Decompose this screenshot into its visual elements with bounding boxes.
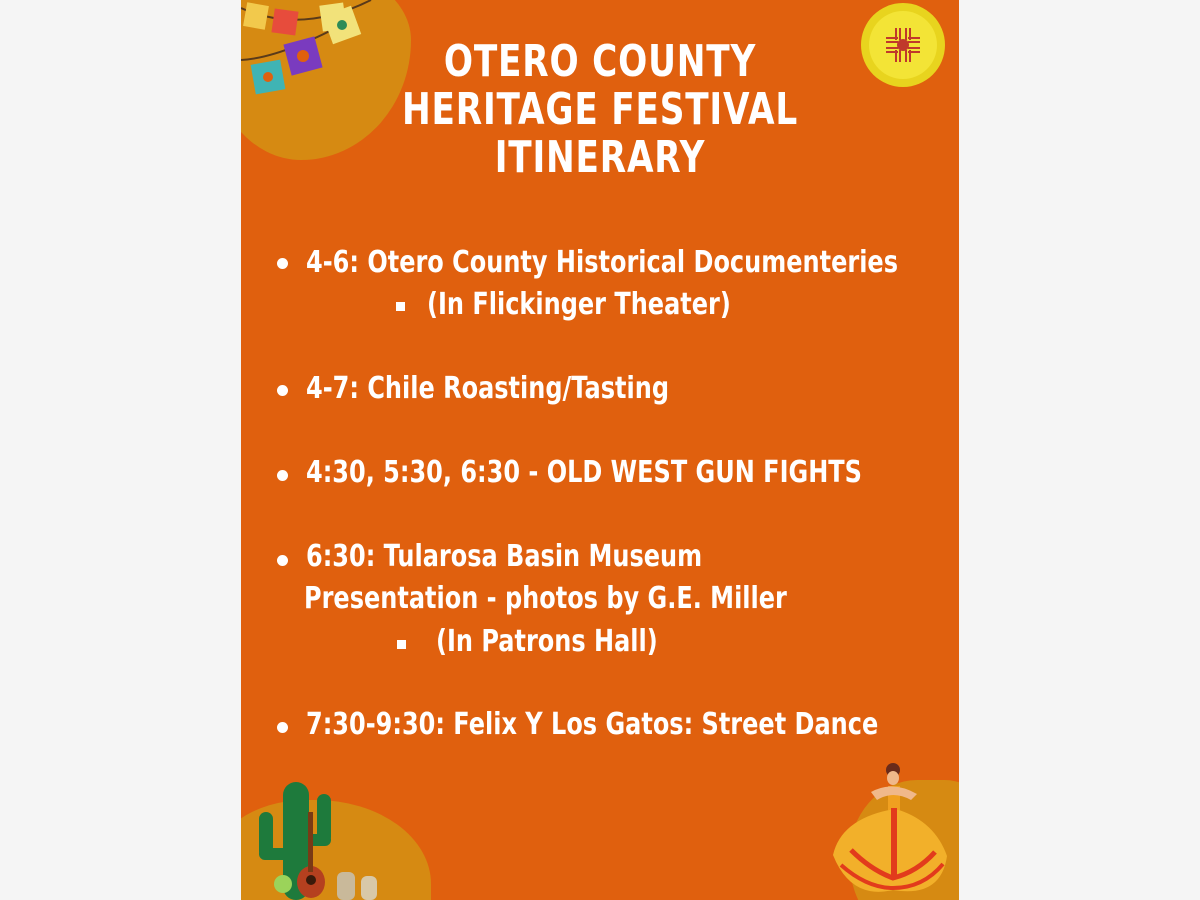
bullet-icon [277, 258, 288, 269]
bullet-icon [277, 722, 288, 733]
square-bullet-icon [397, 640, 406, 649]
folklorico-dancer-icon [831, 760, 949, 900]
bullet-icon [277, 385, 288, 396]
square-bullet-icon [396, 302, 405, 311]
bullet-icon [277, 470, 288, 481]
itinerary-item-street-dance: 7:30-9:30: Felix Y Los Gatos: Street Dance [306, 707, 879, 742]
title-line-3: ITINERARY [494, 132, 706, 183]
poster-title [320, 38, 880, 182]
itinerary-item-gunfights: 4:30, 5:30, 6:30 - OLD WEST GUN FIGHTS [306, 455, 862, 490]
itinerary-item-museum-line2: Presentation - photos by G.E. Miller [304, 581, 787, 616]
itinerary-item-documentaries: 4-6: Otero County Historical Documenteries [306, 245, 898, 280]
title-line-1: OTERO COUNTY [443, 36, 757, 87]
bullet-icon [277, 555, 288, 566]
itinerary-subitem-flickinger: (In Flickinger Theater) [427, 287, 731, 322]
festival-poster [241, 0, 959, 900]
itinerary-item-museum-line1: 6:30: Tularosa Basin Museum [306, 539, 703, 574]
title-line-2: HERITAGE FESTIVAL [402, 84, 798, 135]
itinerary-item-chile: 4-7: Chile Roasting/Tasting [306, 371, 669, 406]
itinerary-subitem-patrons-hall: (In Patrons Hall) [436, 624, 658, 659]
cactus-guitar-icon [253, 772, 403, 900]
